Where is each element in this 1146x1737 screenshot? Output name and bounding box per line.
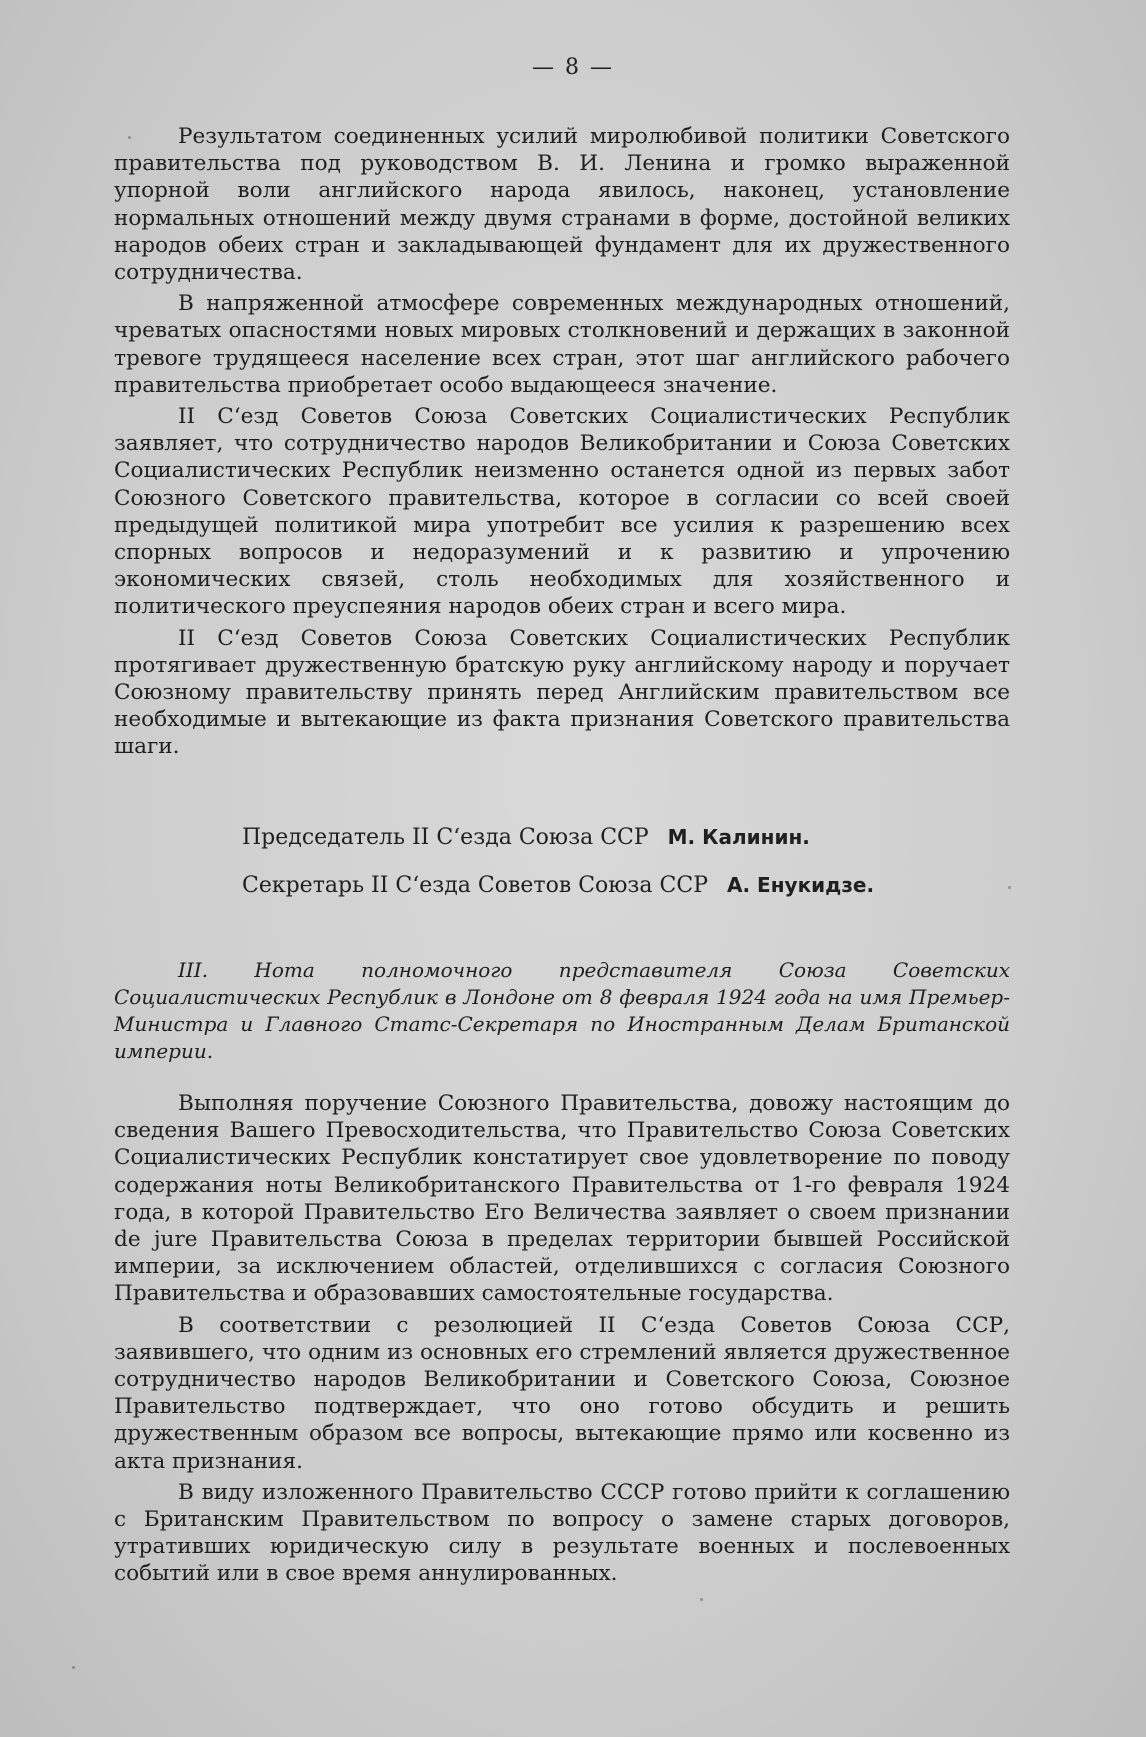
paper-speck	[700, 1598, 703, 1601]
signature-title: Секретарь II С‘езда Советов Союза ССР	[242, 873, 709, 898]
chairman-signature	[242, 822, 1122, 853]
signature-name: А. Енукидзе.	[727, 873, 875, 897]
resolution-text	[114, 123, 1010, 761]
signature-name: М. Калинин.	[667, 825, 810, 849]
paper-speck	[72, 1666, 75, 1669]
section-heading: III. Нота полномочного представителя Союза Советских Социалистических Республик в Лондоне от 8 февраля 1924 года на имя Премьер-Министра и Главного Статс-Секретаря по Иностранным Делам Британской империи.	[114, 958, 1010, 1063]
paragraph: Выполняя поручение Союзного Правительства, довожу настоящим до сведения Вашего Превосходительства, что Правительство Союза Советских Социалистических Республик констатирует свое удовлетворение по поводу содержания ноты Великобританского Правительства от 1-го февраля 1924 года, в которой Правительство Его Величества заявляет о своем признании de jure Правительства Союза в пределах территории бывшей Российской империи, за исключением областей, отделившихся с согласия Союзного Правительства и образовавших самостоятельные государства.	[114, 1091, 1010, 1307]
paper-speck	[1008, 886, 1011, 889]
signature-title: Председатель II С‘езда Союза ССР	[242, 825, 649, 850]
paragraph: В соответствии с резолюцией II С‘езда Советов Союза ССР, заявившего, что одним из основных его стремлений является дружественное сотрудничество народов Великобритании и Советского Союза, Союзное Правительство подтверждает, что оно готово обсудить и решить дружественным образом все вопросы, вытекающие прямо или косвенно из акта признания.	[114, 1312, 1010, 1474]
paragraph: II С‘езд Советов Союза Советских Социалистических Республик заявляет, что сотрудничество народов Великобритании и Союза Советских Социалистических Республик неизменно останется одной из первых забот Союзного Советского правительства, которое в согласии со всей своей предыдущей политикой мира употребит все усилия к разрешению всех спорных вопросов и недоразумений и к развитию и упрочению экономических связей, столь необходимых для хозяйственного и политического преуспеяния народов обеих стран и всего мира.	[114, 404, 1010, 620]
paragraph: II С‘езд Советов Союза Советских Социалистических Республик протягивает дружественную братскую руку английскому народу и поручает Союзному правительству принять перед Английским правительством все необходимые и вытекающие из факта признания Советского правительства шаги.	[114, 625, 1010, 760]
paragraph: Результатом соединенных усилий миролюбивой политики Советского правительства под руководством В. И. Ленина и громко выраженной упорной воли английского народа явилось, наконец, установление нормальных отношений между двумя странами в форме, достойной великих народов обеих стран и закладывающей фундамент для их дружественного сотрудничества.	[114, 124, 1010, 286]
note-text	[114, 1090, 1010, 1588]
paper-speck	[128, 136, 131, 139]
page-number: — 8 —	[532, 55, 614, 80]
paragraph: В напряженной атмосфере современных международных отношений, чреватых опасностями новых мировых столкновений и держащих в законной тревоге трудящееся население всех стран, этот шаг английского рабочего правительства приобретает особо выдающееся значение.	[114, 291, 1010, 398]
paragraph: В виду изложенного Правительство СССР готово прийти к соглашению с Британским Правительством по вопросу о замене старых договоров, утративших юридическую силу в результате военных и послевоенных событий или в свое время аннулированных.	[114, 1479, 1010, 1587]
secretary-signature	[242, 870, 1122, 901]
